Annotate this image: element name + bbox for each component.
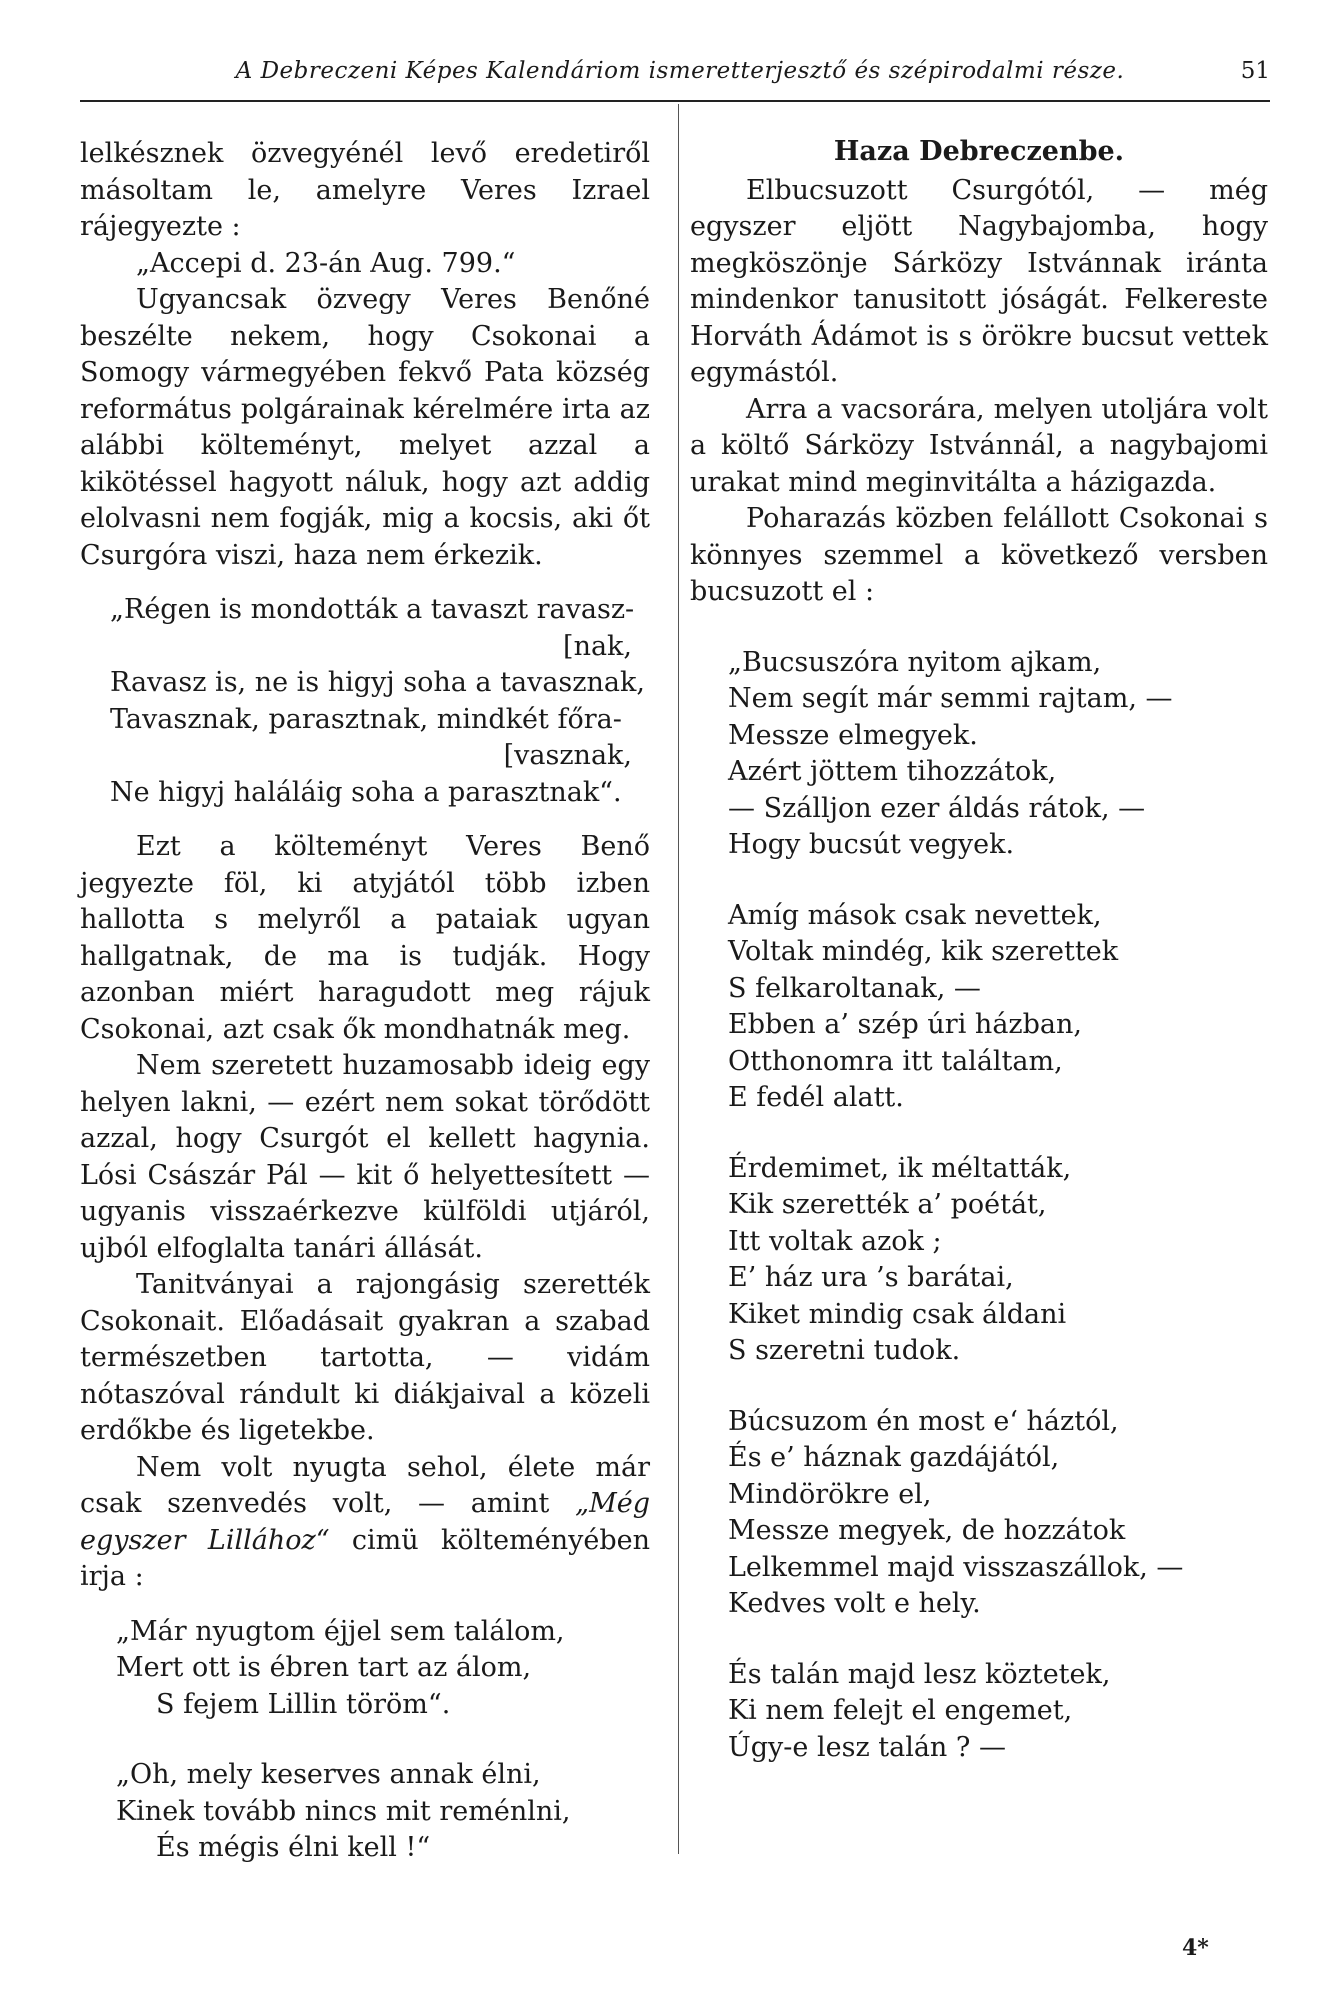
paragraph: Poharazás közben felállott Csokonai s könnyes szemmel a következő versben bucsuzott el :	[690, 503, 1268, 607]
poem-line: Tavasznak, parasztnak, mindkét főra-	[110, 703, 622, 735]
paragraph: Ezt a költeményt Veres Benő jegyezte föl, ki atyjától több izben hallotta s melyről a pataiak ugyan hallgatnak, de ma is tudják. Hogy azonban miért haragudott meg rájuk Csokonai, azt csak ők mondhatnák meg.	[80, 831, 650, 1045]
verse-line: E’ ház ura ’s barátai,	[728, 1262, 1014, 1293]
verse-line: S szeretni tudok.	[728, 1335, 961, 1366]
right-column	[690, 134, 1268, 1766]
left-column	[80, 136, 650, 1867]
poem-line: „Már nyugtom éjjel sem találom,	[116, 1615, 565, 1647]
verse-line: És talán majd lesz köztetek,	[728, 1658, 1111, 1690]
verse-line: Hogy bucsút vegyek.	[728, 829, 1015, 860]
poem-tavasz	[80, 592, 650, 811]
running-header	[80, 58, 1270, 98]
verse-line: Nem segít már semmi rajtam, —	[728, 683, 1173, 714]
paragraph: Tanitványai a rajongásig szerették Csokonait. Előadásait gyakran a szabad természetben tartotta, — vidám nótaszóval rándult ki diákjaival a közeli erdőkbe és ligetekbe.	[80, 1269, 650, 1446]
page-number: 51	[1240, 58, 1270, 84]
poem-line-wrap: [nak,	[563, 630, 632, 662]
poem-line: És mégis élni kell !“	[156, 1832, 431, 1863]
poem-line: Kinek tovább nincs mit reménlni,	[116, 1795, 571, 1827]
poem-lilla	[80, 1614, 650, 1724]
section-heading: Haza Debreczenbe.	[833, 136, 1125, 167]
verse-line: Kedves volt e hely.	[728, 1588, 981, 1619]
verse-line: Kik szerették a’ poétát,	[728, 1189, 1047, 1220]
poem-stanza	[690, 645, 1268, 864]
paragraph: Nem szeretett huzamosabb ideig egy helyen lakni, — ezért nem sokat törődött azzal, hogy Csurgót el kellett hagynia. Lósi Császár Pál — kit ő helyettesített — ugyanis visszaérkezve külföldi utjáról, ujból elfoglalta tanári állását.	[80, 1050, 650, 1264]
verse-line: Otthonomra itt találtam,	[728, 1045, 1063, 1077]
signature-mark: 4*	[1182, 1935, 1209, 1961]
verse-line: Lelkemmel majd visszaszállok, —	[728, 1551, 1184, 1583]
verse-line: Ki nem felejt el engemet,	[728, 1695, 1073, 1726]
verse-line: E fedél alatt.	[728, 1082, 904, 1113]
paragraph: Ugyancsak özvegy Veres Benőné beszélte nekem, hogy Csokonai a Somogy vármegyében fekvő Pata község református polgárainak kérelmére irta az alábbi költeményt, melyet azzal a kikötéssel hagyott náluk, hogy azt addig elolvasni nem fogják, mig a kocsis, aki őt Csurgóra viszi, haza nem érkezik.	[80, 284, 650, 571]
paragraph	[80, 1450, 650, 1596]
poem-line: Mert ott is ébren tart az álom,	[116, 1652, 532, 1683]
column-divider	[678, 104, 679, 1854]
poem-line-wrap: [vasznak,	[503, 740, 632, 771]
poem-keserves	[80, 1757, 650, 1867]
poem-line: Ne higyj haláláig soha a parasztnak“.	[110, 776, 622, 808]
verse-line: Búcsuzom én most e‘ háztól,	[728, 1405, 1119, 1437]
verse-line: — Szálljon ezer áldás rátok, —	[728, 792, 1146, 824]
verse-line: Messze elmegyek.	[728, 719, 978, 751]
paragraph: Elbucsuzott Csurgótól, — még egyszer eljött Nagybajomba, hogy megköszönje Sárközy Istvánnak iránta mindenkor tanusitott jóságát. Felkereste Horváth Ádámot is s örökre bucsut vettek egymástól.	[690, 174, 1268, 388]
poem-stanza	[690, 1151, 1268, 1370]
text-span: Nem volt nyugta sehol, élete már csak szenvedés volt, — amint	[80, 1451, 650, 1519]
poem-line: „Oh, mely keserves annak élni,	[116, 1759, 541, 1790]
poem-stanza	[690, 1657, 1268, 1767]
verse-line: Kiket mindig csak áldani	[728, 1298, 1067, 1330]
poem-stanza	[690, 1404, 1268, 1623]
verse-line: Úgy-e lesz talán ? —	[728, 1731, 1006, 1763]
verse-line: Ebben a’ szép úri házban,	[728, 1009, 1082, 1040]
verse-line: „Bucsuszóra nyitom ajkam,	[728, 646, 1102, 678]
poem-title-italic: „Még egyszer Lillához“	[80, 1488, 650, 1556]
verse-line: Messze megyek, de hozzátok	[728, 1515, 1126, 1546]
poem-stanza	[690, 898, 1268, 1117]
paragraph: Arra a vacsorára, melyen utoljára volt a költő Sárközy Istvánnál, a nagybajomi urakat mind meginvitálta a házigazda.	[690, 393, 1268, 498]
poem-line: Ravasz is, ne is higyj soha a tavasznak,	[110, 667, 645, 698]
verse-line: Itt voltak azok ;	[728, 1225, 942, 1257]
verse-line: Mindörökre el,	[728, 1478, 932, 1510]
poem-line: „Régen is mondották a tavaszt ravasz-	[110, 594, 635, 625]
verse-line: Érdemimet, ik méltatták,	[728, 1152, 1072, 1184]
verse-line: Amíg mások csak nevettek,	[728, 899, 1102, 931]
verse-line: És e’ háznak gazdájától,	[728, 1442, 1060, 1473]
verse-line: S felkaroltanak, —	[728, 972, 981, 1004]
note-quote: „Accepi d. 23-án Aug. 799.“	[136, 247, 516, 279]
verse-line: Voltak mindég, kik szerettek	[728, 936, 1119, 967]
verse-line: Azért jöttem tihozzátok,	[728, 756, 1057, 787]
poem-line: S fejem Lillin töröm“.	[156, 1688, 451, 1720]
paragraph: lelkésznek özvegyénél levő eredetiről másoltam le, amelyre Veres Izrael rájegyezte :	[80, 138, 650, 242]
running-title: A Debreczeni Képes Kalendáriom ismeretterjesztő és szépirodalmi része.	[235, 58, 1125, 84]
header-rule	[80, 100, 1270, 102]
text-span: cimü költeményében irja :	[80, 1524, 650, 1592]
